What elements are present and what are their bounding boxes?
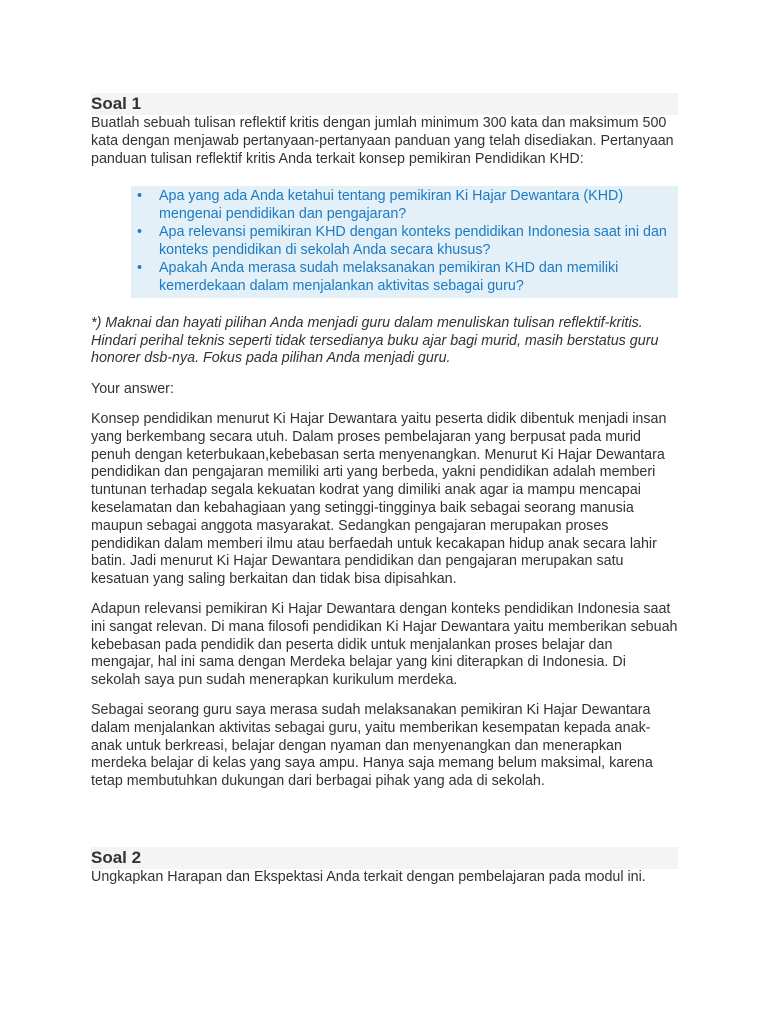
- soal-1-instructions: Buatlah sebuah tulisan reflektif kritis dengan jumlah minimum 300 kata dan maksimum 500 kata dengan menjawab pertanyaan-pertanyaan panduan yang telah disediakan. Pertanyaan panduan tulisan reflektif kritis Anda terkait konsep pemikiran Pendidikan KHD:: [91, 115, 674, 167]
- bullet-icon: •: [137, 224, 143, 241]
- question-text: Apa yang ada Anda ketahui tentang pemikiran Ki Hajar Dewantara (KHD) mengenai pendidikan dan pengajaran?: [159, 188, 624, 223]
- guiding-question: [137, 188, 674, 224]
- answer-label: Your answer:: [91, 381, 174, 398]
- bullet-icon: •: [137, 188, 143, 205]
- answer-paragraph: Sebagai seorang guru saya merasa sudah melaksanakan pemikiran Ki Hajar Dewantara dalam menjalankan aktivitas sebagai guru, yaitu memberikan kesempatan kepada anak-anak untuk berkreasi, belajar dengan nyaman dan menyenangkan dan menerapkan merdeka belajar di kelas yang saya ampu. Hanya saja memang belum maksimal, karena tetap membutuhkan dukungan dari berbagai pihak yang ada di sekolah.: [91, 701, 653, 790]
- answer-paragraph: Adapun relevansi pemikiran Ki Hajar Dewantara dengan konteks pendidikan Indonesia saat ini sangat relevan. Di mana filosofi pendidikan Ki Hajar Dewantara yaitu memberikan sebuah kebebasan pada pendidik dan peserta didik untuk menjalankan proses belajar dan mengajar, hal ini sama dengan Merdeka belajar yang kini diterapkan di Indonesia. Di sekolah saya pun sudah menerapkan kurikulum merdeka.: [91, 600, 678, 689]
- soal-1-heading: Soal 1: [91, 93, 678, 115]
- guiding-question: [137, 260, 674, 296]
- guiding-question: [137, 224, 674, 260]
- guiding-questions-box: [131, 186, 678, 297]
- soal-2-heading: Soal 2: [91, 847, 678, 869]
- guiding-questions-list: [137, 188, 674, 295]
- question-text: Apakah Anda merasa sudah melaksanakan pemikiran KHD dan memiliki kemerdekaan dalam menjalankan aktivitas sebagai guru?: [159, 260, 619, 294]
- bullet-icon: •: [137, 260, 143, 277]
- reflection-note: *) Maknai dan hayati pilihan Anda menjadi guru dalam menuliskan tulisan reflektif-kritis. Hindari perihal teknis seperti tidak tersedianya buku ajar bagi murid, masih berstatus guru honorer dsb-nya. Fokus pada pilihan Anda menjadi guru.: [91, 314, 659, 367]
- soal-2-instructions: Ungkapkan Harapan dan Ekspektasi Anda terkait dengan pembelajaran pada modul ini.: [91, 868, 646, 885]
- answer-paragraph: Konsep pendidikan menurut Ki Hajar Dewantara yaitu peserta didik dibentuk menjadi insan yang berkembang secara utuh. Dalam proses pembelajaran yang berpusat pada murid penuh dengan keterbukaan,kebebasan serta menyenangkan. Menurut Ki Hajar Dewantara pendidikan dan pengajaran memiliki arti yang berbeda, yakni pendidikan adalah memberi tuntunan terhadap segala kekuatan kodrat yang dimiliki anak agar ia mampu mencapai keselamatan dan kebahagiaan yang setinggi-tingginya baik sebagai seorang manusia maupun sebagai anggota masyarakat. Sedangkan pengajaran merupakan proses pendidikan dalam memberi ilmu atau berfaedah untuk kecakapan hidup anak secara lahir batin. Jadi menurut Ki Hajar Dewantara pendidikan dan pengajaran merupakan satu kesatuan yang saling berkaitan dan tidak bisa dipisahkan.: [91, 411, 667, 588]
- question-text: Apa relevansi pemikiran KHD dengan konteks pendidikan Indonesia saat ini dan konteks pendidikan di sekolah Anda secara khusus?: [159, 224, 667, 259]
- document-page: [91, 93, 678, 887]
